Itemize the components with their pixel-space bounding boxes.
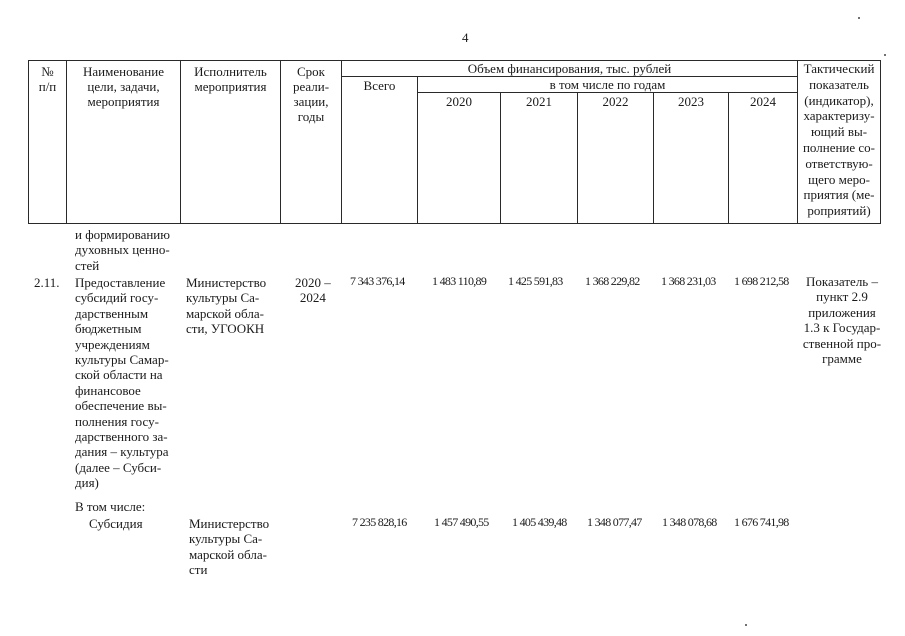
row-term: 2020 – 2024 (295, 275, 331, 306)
subsidy-value-2024: 1 676 741,98 (734, 515, 789, 529)
page-number: 4 (462, 30, 469, 45)
row-total: 7 343 376,14 (350, 274, 405, 288)
row-indicator: Показатель – пункт 2.9 приложения 1.3 к Государ- ственной про- грамме (802, 274, 882, 367)
header-funding-title: Объем финансирования, тыс. рублей (467, 61, 672, 76)
header-col-indicator: Тактический показатель (индикатор), характеризу- ющий вы- полнение со- ответствую- щего меро- приятия (ме- роприятий) (802, 61, 876, 219)
header-col-executor: Исполнитель мероприятия (194, 64, 267, 94)
row-number: 2.11. (34, 275, 60, 290)
subsidy-value-2023: 1 348 078,68 (662, 515, 717, 529)
row-value-2023: 1 368 231,03 (661, 274, 716, 288)
header-year-2022: 2022 (602, 94, 629, 109)
header-col-number: № п/п (38, 64, 57, 94)
header-year-2021: 2021 (526, 94, 552, 109)
row-executor: Министерство культуры Са- марской обла- сти, УГООКН (186, 275, 267, 337)
header-col-term: Срок реали- зации, годы (292, 64, 330, 124)
continuation-text: и формированию духовных ценно- стей (75, 227, 170, 273)
subsidy-value-2020: 1 457 490,55 (434, 515, 489, 529)
row-value-2021: 1 425 591,83 (508, 274, 563, 288)
row-value-2024: 1 698 212,58 (734, 274, 789, 288)
subsidy-value-2022: 1 348 077,47 (587, 515, 642, 529)
including-label: В том числе: (75, 499, 146, 514)
header-year-2024: 2024 (750, 94, 776, 109)
subsidy-total: 7 235 828,16 (352, 515, 407, 529)
subsidy-executor: Министерство культуры Са- марской обла- сти (189, 516, 270, 578)
scan-speck (884, 54, 886, 56)
header-col-total: Всего (363, 78, 396, 93)
header-year-2023: 2023 (678, 94, 704, 109)
scan-speck (745, 624, 747, 626)
header-year-2020: 2020 (446, 94, 472, 109)
header-by-years: в том числе по годам (549, 77, 666, 92)
scan-speck (858, 17, 860, 19)
subsidy-name: Субсидия (89, 516, 143, 531)
row-value-2022: 1 368 229,82 (585, 274, 640, 288)
header-col-name: Наименование цели, задачи, мероприятия (83, 64, 164, 109)
subsidy-value-2021: 1 405 439,48 (512, 515, 567, 529)
row-value-2020: 1 483 110,89 (432, 274, 487, 288)
row-name: Предоставление субсидий госу- дарственным бюджетным учреждениям культуры Самар- ской области на финансовое обеспечение вы- полнения госу- дарственного за- дания – культура (далее – Субси- дия) (75, 275, 169, 491)
